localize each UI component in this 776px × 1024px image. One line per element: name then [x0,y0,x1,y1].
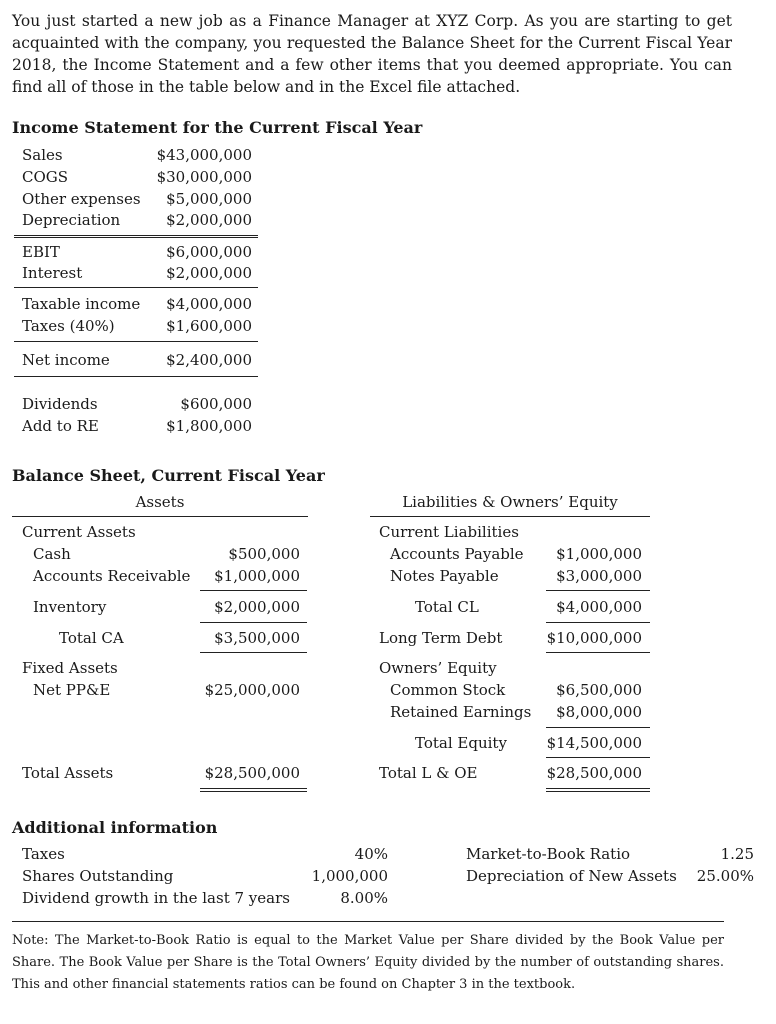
income-label-taxes: Taxes (40%) [22,317,115,335]
total-assets-value: $28,500,000 [204,764,300,782]
taxes-value: 40% [354,845,388,863]
total-l-oe-label: Total L & OE [379,764,478,782]
ar-value: $1,000,000 [214,567,300,585]
total-assets-label: Total Assets [22,764,114,782]
additional-info-title: Additional information [12,818,218,837]
taxes-label: Taxes [22,845,65,863]
income-value-add-to-re: $1,800,000 [166,417,252,435]
income-value-cogs: $30,000,000 [156,168,252,186]
liabilities-subtotal-rule [546,622,650,623]
ar-label: Accounts Receivable [33,567,191,585]
depreciation-new-assets-label: Depreciation of New Assets [466,867,677,885]
total-assets-double-rule [200,791,307,792]
income-value-taxes: $1,600,000 [166,317,252,335]
cash-label: Cash [33,545,71,563]
net-ppe-value: $25,000,000 [204,681,300,699]
assets-header-rule [12,516,308,517]
liabilities-subtotal-rule [546,590,650,591]
current-assets-label: Current Assets [22,523,136,541]
income-divider [14,341,258,342]
income-value-sales: $43,000,000 [156,146,252,164]
market-to-book-value: 1.25 [720,845,754,863]
income-label-cogs: COGS [22,168,69,186]
income-value-dividends: $600,000 [180,395,252,413]
ap-value: $1,000,000 [556,545,642,563]
cash-value: $500,000 [228,545,300,563]
liabilities-subtotal-rule [546,652,650,653]
inventory-label: Inventory [33,598,107,616]
assets-subtotal-rule [200,652,307,653]
assets-subtotal-rule [200,622,307,623]
inventory-value: $2,000,000 [214,598,300,616]
income-value-interest: $2,000,000 [166,264,252,282]
income-divider [14,287,258,288]
fixed-assets-label: Fixed Assets [22,659,118,677]
income-label-interest: Interest [22,264,83,282]
total-equity-value: $14,500,000 [546,734,642,752]
market-to-book-label: Market-to-Book Ratio [466,845,631,863]
income-value-depreciation: $2,000,000 [166,211,252,229]
total-ca-label: Total CA [59,629,124,647]
income-statement-title: Income Statement for the Current Fiscal Year [12,118,423,137]
income-label-taxable-income: Taxable income [22,295,141,313]
np-value: $3,000,000 [556,567,642,585]
income-value-other-expenses: $5,000,000 [166,190,252,208]
liabilities-subtotal-rule [546,727,650,728]
note-divider [12,921,724,922]
liabilities-header: Liabilities & Owners’ Equity [402,493,618,511]
assets-subtotal-rule [200,590,307,591]
ltd-label: Long Term Debt [379,629,503,647]
income-label-dividends: Dividends [22,395,98,413]
income-label-depreciation: Depreciation [22,211,121,229]
total-cl-value: $4,000,000 [556,598,642,616]
owners-equity-label: Owners’ Equity [379,659,497,677]
total-l-oe-value: $28,500,000 [546,764,642,782]
net-ppe-label: Net PP&E [33,681,111,699]
dividend-growth-value: 8.00% [340,889,388,907]
income-label-net-income: Net income [22,351,110,369]
retained-earnings-value: $8,000,000 [556,703,642,721]
retained-earnings-label: Retained Earnings [390,703,532,721]
note-paragraph: Note: The Market-to-Book Ratio is equal to the Market Value per Share divided by the Book Value per Share. The Book Value per Share is the Total Owners’ Equity divided by the number of outstanding shares. This and other financial statements ratios can be found on Chapter 3 in the textbook. [12,933,724,992]
income-value-ebit: $6,000,000 [166,243,252,261]
income-label-add-to-re: Add to RE [22,417,99,435]
assets-header: Assets [135,493,185,511]
income-label-ebit: EBIT [22,243,60,261]
income-value-net-income: $2,400,000 [166,351,252,369]
ap-label: Accounts Payable [390,545,524,563]
total-assets-double-rule [200,788,307,789]
total-l-oe-double-rule [546,788,650,789]
total-l-oe-double-rule [546,791,650,792]
depreciation-new-assets-value: 25.00% [696,867,754,885]
current-liabilities-label: Current Liabilities [379,523,519,541]
balance-sheet-title: Balance Sheet, Current Fiscal Year [12,466,325,485]
liabilities-header-rule [370,516,650,517]
common-stock-value: $6,500,000 [556,681,642,699]
income-label-sales: Sales [22,146,63,164]
income-label-other-expenses: Other expenses [22,190,141,208]
total-cl-label: Total CL [415,598,479,616]
income-divider [14,237,258,238]
np-label: Notes Payable [390,567,499,585]
shares-outstanding-value: 1,000,000 [311,867,388,885]
income-divider [14,376,258,377]
dividend-growth-label: Dividend growth in the last 7 years [22,889,290,907]
income-value-taxable-income: $4,000,000 [166,295,252,313]
income-divider [14,235,258,236]
total-equity-label: Total Equity [415,734,507,752]
shares-outstanding-label: Shares Outstanding [22,867,174,885]
total-ca-value: $3,500,000 [214,629,300,647]
ltd-value: $10,000,000 [546,629,642,647]
intro-paragraph: You just started a new job as a Finance Manager at XYZ Corp. As you are starting to get acquainted with the company, you requested the Balance Sheet for the Current Fiscal Year 2018, the Income Statement and a few other items that you deemed appropriate. You can find all of those in the table below and in the Excel file attached. [12,12,732,96]
liabilities-subtotal-rule [546,757,650,758]
common-stock-label: Common Stock [390,681,506,699]
